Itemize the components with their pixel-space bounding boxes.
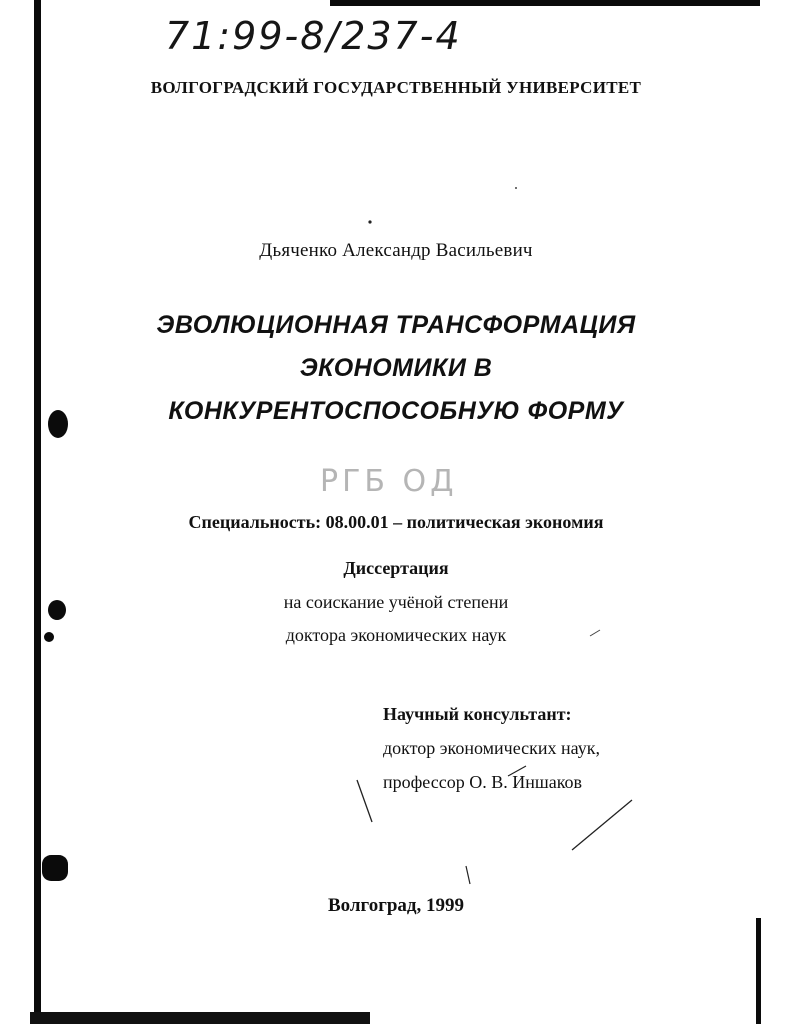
city-year: Волгоград, 1999 [327, 895, 465, 916]
title-line: КОНКУРЕНТОСПОСОБНУЮ ФОРМУ [168, 397, 624, 425]
title-line: ЭВОЛЮЦИОННАЯ ТРАНСФОРМАЦИЯ [156, 311, 636, 339]
title-line: ЭКОНОМИКИ В [299, 354, 493, 382]
specialty-line: Специальность: 08.00.01 – политическая экономия [188, 512, 604, 532]
dissertation-line: Диссертация [343, 558, 449, 578]
dissertation-line: на соискание учёной степени [283, 592, 509, 612]
dissertation-line: доктора экономических наук [285, 625, 507, 645]
university-name: ВОЛГОГРАДСКИЙ ГОСУДАРСТВЕННЫЙ УНИВЕРСИТЕТ [150, 78, 642, 97]
archive-number-handwritten: 71:99-8/237-4 [165, 14, 462, 58]
author-name: Дьяченко Александр Васильевич [259, 240, 533, 261]
library-stamp: РГБ ОД [320, 464, 458, 499]
consultant-line: Научный консультант: [383, 704, 572, 724]
consultant-line: профессор О. В. Иншаков [383, 772, 583, 792]
consultant-line: доктор экономических наук, [383, 738, 600, 758]
